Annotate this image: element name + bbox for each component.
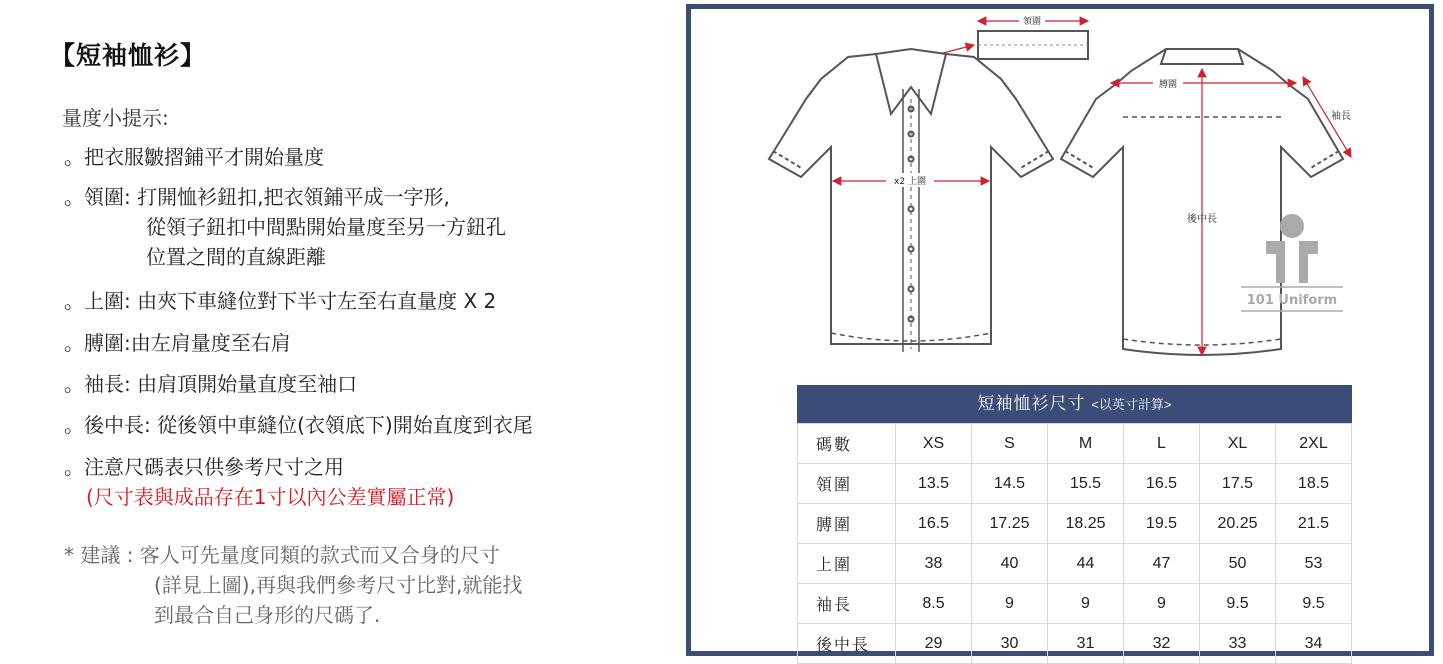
table-cell: 16.5 (1124, 464, 1200, 504)
shoulder-label: 膊圍 (1158, 80, 1178, 90)
table-cell: 19.5 (1124, 504, 1200, 544)
column-header: S (972, 424, 1048, 464)
table-cell: 9 (1048, 584, 1124, 624)
tip-line: 。把衣服皺摺鋪平才開始量度 (64, 145, 324, 169)
tip-flatten (64, 142, 324, 172)
table-row (798, 544, 1352, 584)
table-cell: 13.5 (896, 464, 972, 504)
size-table-unit: <以英寸計算> (1091, 397, 1172, 412)
column-header: 2XL (1276, 424, 1352, 464)
table-cell: 34 (1276, 624, 1352, 664)
table-cell: 40 (972, 544, 1048, 584)
table-cell: 8.5 (896, 584, 972, 624)
tip-chest (64, 286, 496, 316)
front-shirt-icon (769, 49, 1053, 352)
table-cell: 29 (896, 624, 972, 664)
table-cell: 14.5 (972, 464, 1048, 504)
tip-sleeve (64, 369, 357, 399)
logo-text: 101 Uniform (1246, 293, 1338, 308)
table-cell: 16.5 (896, 504, 972, 544)
tip-line: 位置之間的直線距離 (146, 245, 326, 269)
tip-line: 。袖長: 由肩頂開始量直度至袖口 (64, 372, 358, 396)
row-label: 上圍 (798, 544, 896, 584)
row-label: 後中長 (798, 624, 896, 664)
tip-line: 。上圍: 由夾下車縫位對下半寸左至右直量度 X 2 (64, 289, 497, 313)
table-row (798, 624, 1352, 664)
table-row (798, 464, 1352, 504)
suggestion (64, 540, 522, 630)
size-table-title (797, 385, 1352, 423)
table-cell: 21.5 (1276, 504, 1352, 544)
tip-line: 。注意尺碼表只供參考尺寸之用 (64, 455, 344, 479)
tip-line: 從領子鈕扣中間點開始量度至另一方鈕孔 (146, 215, 506, 239)
tip-line: 。後中長: 從後領中車縫位(衣領底下)開始直度到衣尾 (64, 413, 533, 437)
table-cell: 9 (972, 584, 1048, 624)
suggestion-line: (詳見上圖),再與我們參考尺寸比對,就能找 (154, 573, 523, 597)
tolerance-note: (尺寸表與成品存在1寸以內公差實屬正常) (86, 485, 455, 509)
table-cell: 47 (1124, 544, 1200, 584)
table-cell: 44 (1048, 544, 1124, 584)
table-header-row (798, 424, 1352, 464)
tip-line: 。領圍: 打開恤衫鈕扣,把衣領鋪平成一字形, (64, 185, 450, 209)
chest-label: x2 上圍 (894, 177, 926, 187)
column-header: XL (1200, 424, 1276, 464)
collar-detail-icon (943, 14, 1088, 59)
shirt-diagram (691, 9, 1429, 379)
row-label: 膊圍 (798, 504, 896, 544)
table-cell: 17.25 (972, 504, 1048, 544)
tip-shoulder (64, 328, 291, 358)
tip-back-length (64, 410, 533, 440)
table-cell: 20.25 (1200, 504, 1276, 544)
size-table-title-text: 短袖恤衫尺寸 (977, 394, 1086, 413)
table-cell: 33 (1200, 624, 1276, 664)
table-cell: 38 (896, 544, 972, 584)
table-cell: 50 (1200, 544, 1276, 584)
table-cell: 32 (1124, 624, 1200, 664)
table-cell: 18.25 (1048, 504, 1124, 544)
uniform-logo-icon (1241, 214, 1343, 311)
tip-note (64, 452, 454, 512)
row-label: 領圍 (798, 464, 896, 504)
tip-line: 。膊圍:由左肩量度至右肩 (64, 331, 291, 355)
table-cell: 31 (1048, 624, 1124, 664)
table-cell: 15.5 (1048, 464, 1124, 504)
column-header: L (1124, 424, 1200, 464)
measurement-guide (0, 0, 680, 661)
table-cell: 18.5 (1276, 464, 1352, 504)
column-header: 碼數 (798, 424, 896, 464)
table-row (798, 584, 1352, 624)
tips-heading: 量度小提示: (62, 106, 169, 130)
tip-collar (64, 182, 506, 272)
sleeve-label: 袖長 (1331, 111, 1351, 122)
row-label: 袖長 (798, 584, 896, 624)
table-cell: 9.5 (1276, 584, 1352, 624)
back-length-label: 後中長 (1187, 214, 1217, 225)
size-table (797, 385, 1352, 664)
column-header: M (1048, 424, 1124, 464)
column-header: XS (896, 424, 972, 464)
table-cell: 53 (1276, 544, 1352, 584)
table-cell: 9 (1124, 584, 1200, 624)
page-title: 【短袖恤衫】 (50, 41, 207, 70)
suggestion-line: * 建議 : 客人可先量度同類的款式而又合身的尺寸 (64, 543, 500, 567)
suggestion-line: 到最合自己身形的尺碼了. (154, 603, 381, 627)
table-cell: 9.5 (1200, 584, 1276, 624)
table-row (798, 504, 1352, 544)
size-chart-panel (686, 4, 1434, 656)
collar-label: 領圍 (1022, 17, 1042, 27)
table-cell: 17.5 (1200, 464, 1276, 504)
table-cell: 30 (972, 624, 1048, 664)
